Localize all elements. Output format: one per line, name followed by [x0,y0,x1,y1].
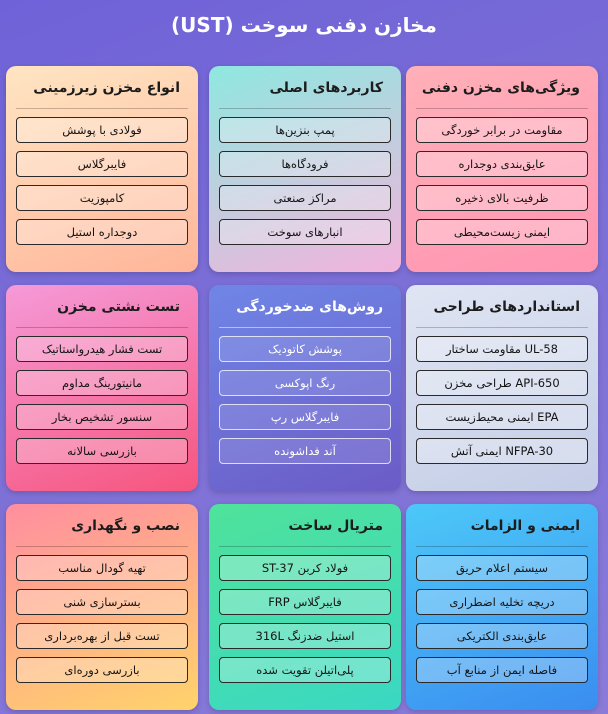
card-leak-test [6,285,198,491]
card-title: متریال ساخت [288,518,383,534]
list-item: دوجداره استیل [16,219,188,245]
card-installation-maintenance [6,504,198,710]
list-item: فایبرگلاس FRP [219,589,391,615]
list-item: پوشش کاتودیک [219,336,391,362]
list-item: بازرسی سالانه [16,438,188,464]
list-item: دریچه تخلیه اضطراری [416,589,588,615]
list-item: بسترسازی شنی [16,589,188,615]
list-item: فاصله ایمن از منابع آب [416,657,588,683]
list-item: فایبرگلاس [16,151,188,177]
divider [416,108,588,109]
card-title: ویژگی‌های مخزن دفنی [421,80,580,96]
list-item: سنسور تشخیص بخار [16,404,188,430]
divider [16,546,188,547]
list-item: فولاد کربن ST-37 [219,555,391,581]
card-title: نصب و نگهداری [71,518,180,534]
divider [219,546,391,547]
list-item: EPA ایمنی محیط‌زیست [416,404,588,430]
list-item: تست فشار هیدرواستاتیک [16,336,188,362]
divider [416,327,588,328]
list-item: سیستم اعلام حریق [416,555,588,581]
divider [16,327,188,328]
list-item: مانیتورینگ مداوم [16,370,188,396]
list-item: ایمنی زیست‌محیطی [416,219,588,245]
card-main-applications [209,66,401,272]
divider [219,108,391,109]
list-item: NFPA-30 ایمنی آتش [416,438,588,464]
list-item: عایق‌بندی الکتریکی [416,623,588,649]
list-item: عایق‌بندی دوجداره [416,151,588,177]
list-item: کامپوزیت [16,185,188,211]
list-item: UL-58 مقاومت ساختار [416,336,588,362]
list-item: مقاومت در برابر خوردگی [416,117,588,143]
divider [416,546,588,547]
list-item: استیل ضدزنگ 316L [219,623,391,649]
list-item: ظرفیت بالای ذخیره [416,185,588,211]
card-tank-types [6,66,198,272]
page-title: مخازن دفنی سوخت (UST) [171,13,437,37]
card-safety-requirements [406,504,598,710]
card-tank-features [406,66,598,272]
divider [16,108,188,109]
list-item: بازرسی دوره‌ای [16,657,188,683]
card-anticorrosion-methods [209,285,401,491]
list-item: تست قبل از بهره‌برداری [16,623,188,649]
list-item: مراکز صنعتی [219,185,391,211]
list-item: تهیه گودال مناسب [16,555,188,581]
list-item: فرودگاه‌ها [219,151,391,177]
card-title: ایمنی و الزامات [470,518,580,534]
card-title: کاربردهای اصلی [269,80,383,96]
list-item: آند فداشونده [219,438,391,464]
card-design-standards [406,285,598,491]
card-construction-materials [209,504,401,710]
card-title: انواع مخزن زیرزمینی [33,80,180,96]
divider [219,327,391,328]
card-title: روش‌های ضدخوردگی [236,299,383,315]
list-item: پلی‌اتیلن تقویت شده [219,657,391,683]
list-item: API-650 طراحی مخزن [416,370,588,396]
list-item: فولادی با پوشش [16,117,188,143]
list-item: پمپ بنزین‌ها [219,117,391,143]
list-item: انبارهای سوخت [219,219,391,245]
list-item: فایبرگلاس رپ [219,404,391,430]
list-item: رنگ اپوکسی [219,370,391,396]
card-title: تست نشتی مخزن [57,299,180,315]
card-title: استانداردهای طراحی [433,299,580,315]
